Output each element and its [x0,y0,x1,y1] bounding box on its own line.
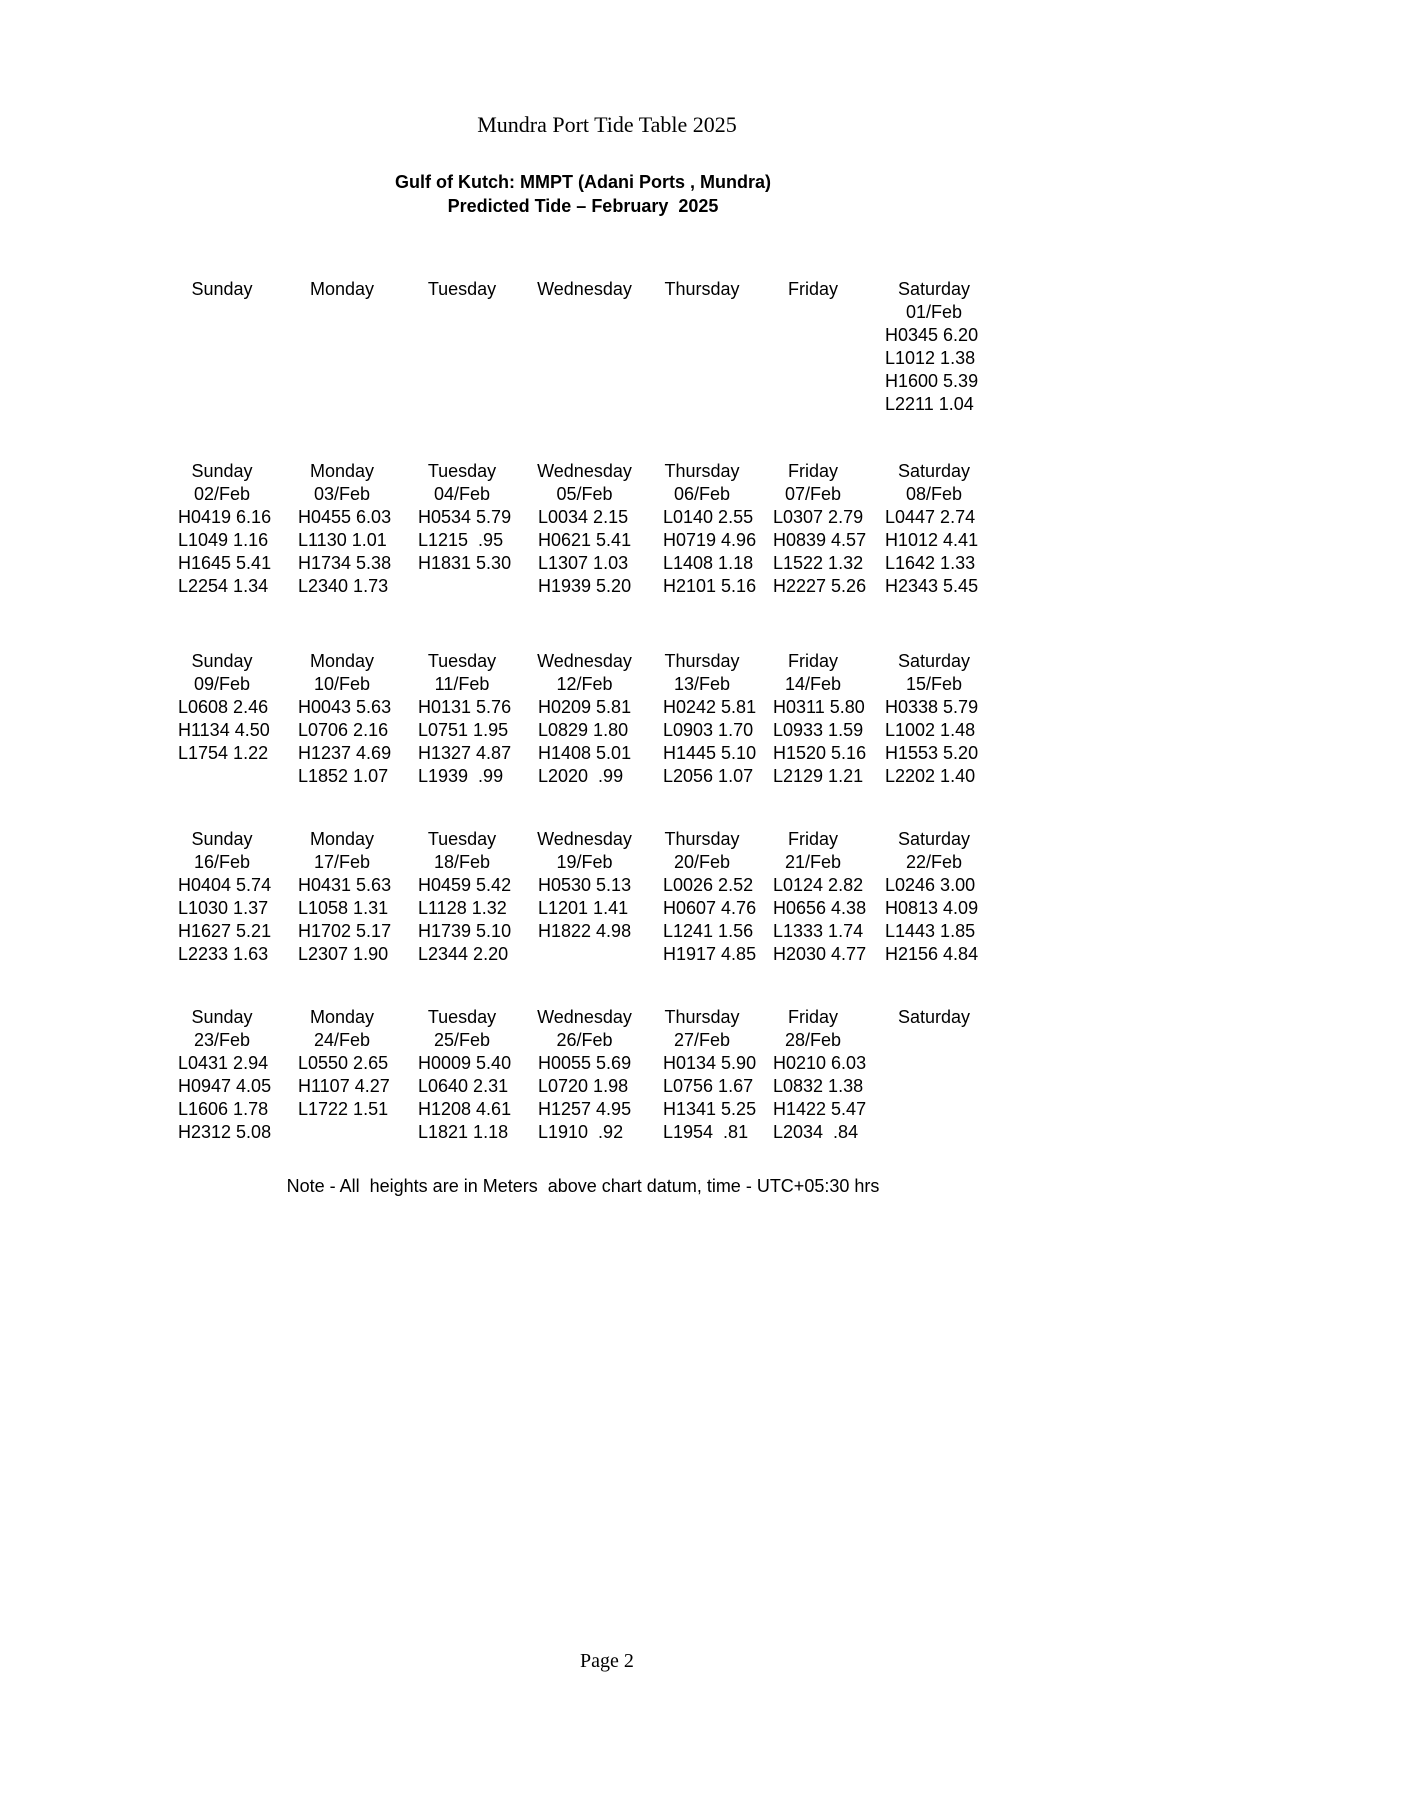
tide-entry: L2056 1.07 [663,766,754,786]
tide-entry: H1822 4.98 [538,921,632,941]
tide-entry: H1208 4.61 [418,1099,512,1119]
date-label [647,301,757,324]
date-label: 14/Feb [784,674,842,694]
tide-entry: H1600 5.39 [885,371,979,391]
day-cell [522,650,647,788]
tide-entry: L0550 2.65 [298,1053,389,1073]
day-cell [282,650,402,788]
tide-entry: L1722 1.51 [298,1099,389,1119]
weekday-header: Thursday [664,829,740,849]
weekday-header: Friday [787,461,838,481]
tide-entry: H0404 5.74 [178,875,272,895]
day-cell [869,1006,999,1144]
weekday-header: Sunday [191,279,253,299]
weekday-header: Wednesday [537,461,632,481]
tide-entry: L1030 1.37 [178,898,269,918]
weekday-header: Sunday [191,461,253,481]
date-label [522,301,647,324]
tide-entry: L2129 1.21 [773,766,864,786]
tide-entry: L2211 1.04 [885,394,974,414]
tide-entry: L2307 1.90 [298,944,389,964]
tide-entry: H1341 5.25 [663,1099,757,1119]
weekday-header: Tuesday [427,461,497,481]
day-cell [757,1006,869,1144]
date-label: 01/Feb [905,302,963,322]
tide-table [162,278,1007,1184]
day-cell [402,1006,522,1144]
date-label: 24/Feb [313,1030,371,1050]
weekday-header: Tuesday [427,651,497,671]
tide-entry: H0621 5.41 [538,530,632,550]
tide-entry: L1606 1.78 [178,1099,269,1119]
tide-entry: L1128 1.32 [418,898,507,918]
date-label: 26/Feb [556,1030,613,1050]
weekday-header: Wednesday [537,829,632,849]
weekday-header: Friday [787,1007,838,1027]
tide-entry: L0903 1.70 [663,720,754,740]
tide-entry: L1754 1.22 [178,743,269,763]
tide-entry: L0608 2.46 [178,697,269,717]
tide-entry: H0459 5.42 [418,875,512,895]
tide-entry: L1954 .81 [663,1122,749,1142]
day-cell [647,650,757,788]
tide-entry: L2344 2.20 [418,944,509,964]
day-cell [647,460,757,598]
day-cell [757,278,869,416]
tide-entry: H1012 4.41 [885,530,979,550]
day-cell [647,278,757,416]
day-cell [522,278,647,416]
tide-entry: H0455 6.03 [298,507,392,527]
tide-entry: H1445 5.10 [663,743,757,763]
date-label: 19/Feb [556,852,613,872]
day-cell [402,650,522,788]
tide-entry: H2343 5.45 [885,576,979,596]
tide-entry: L0124 2.82 [773,875,864,895]
weekday-header: Sunday [191,1007,253,1027]
weekday-header: Wednesday [537,651,632,671]
weekday-header: Thursday [664,651,740,671]
tide-entry: H1107 4.27 [298,1076,390,1096]
tide-entry: L0640 2.31 [418,1076,509,1096]
heading-month-line: Predicted Tide – February 2025 [447,196,719,216]
tide-entry: H0134 5.90 [663,1053,757,1073]
tide-entry: H0839 4.57 [773,530,867,550]
day-cell [869,828,999,966]
weekday-header: Monday [309,279,375,299]
tide-entry: H2156 4.84 [885,944,979,964]
tide-entry: H0009 5.40 [418,1053,512,1073]
tide-entry: L1058 1.31 [298,898,389,918]
tide-entry: L2340 1.73 [298,576,389,596]
date-label: 10/Feb [313,674,371,694]
heading-port-line: Gulf of Kutch: MMPT (Adani Ports , Mundra) [395,172,771,192]
week-block [162,278,1007,416]
day-cell [522,460,647,598]
day-cell [647,828,757,966]
week-block [162,460,1007,598]
day-cell [162,278,282,416]
tide-entry: L1002 1.48 [885,720,976,740]
weekday-header: Thursday [664,461,740,481]
tide-entry: H1831 5.30 [418,553,512,573]
tide-entry: H2101 5.16 [663,576,757,596]
tide-entry: L0246 3.00 [885,875,976,895]
tide-entry: H1917 4.85 [663,944,757,964]
date-label: 25/Feb [433,1030,491,1050]
tide-entry: H1645 5.41 [178,553,272,573]
tide-entry: L0026 2.52 [663,875,754,895]
weekday-header: Tuesday [427,1007,497,1027]
weekday-header: Tuesday [427,279,497,299]
tide-entry: H1327 4.87 [418,743,512,763]
tide-entry: H0043 5.63 [298,697,392,717]
tide-entry: L1049 1.16 [178,530,269,550]
tide-entry: L0431 2.94 [178,1053,269,1073]
tide-entry: L1241 1.56 [663,921,754,941]
day-cell [162,460,282,598]
tide-entry: L0720 1.98 [538,1076,629,1096]
tide-entry: L1522 1.32 [773,553,864,573]
weekday-header: Saturday [897,1007,971,1027]
tide-entry: H0813 4.09 [885,898,979,918]
weekday-header: Monday [309,461,375,481]
weekday-header: Thursday [664,1007,740,1027]
day-cell [402,460,522,598]
tide-entry: H0242 5.81 [663,697,757,717]
tide-entry: L0756 1.67 [663,1076,754,1096]
week-block [162,828,1007,966]
day-cell [162,828,282,966]
weekday-header: Thursday [664,279,740,299]
date-label: 17/Feb [313,852,371,872]
tide-entry: H0607 4.76 [663,898,757,918]
tide-entry: L1201 1.41 [538,898,629,918]
tide-entry: L1852 1.07 [298,766,389,786]
tide-entry: H0338 5.79 [885,697,979,717]
tide-entry: H1422 5.47 [773,1099,867,1119]
date-label [282,301,402,324]
date-label: 16/Feb [193,852,251,872]
day-cell [162,650,282,788]
tide-entry: L2020 .99 [538,766,624,786]
tide-entry: H1702 5.17 [298,921,392,941]
day-cell [869,278,999,416]
date-label: 23/Feb [193,1030,251,1050]
tide-entry: L2254 1.34 [178,576,269,596]
weekday-header: Sunday [191,651,253,671]
date-label: 18/Feb [433,852,491,872]
tide-entry: L1821 1.18 [418,1122,509,1142]
tide-entry: H2227 5.26 [773,576,867,596]
tide-entry: L0307 2.79 [773,507,864,527]
date-label: 04/Feb [433,484,491,504]
tide-entry: H2030 4.77 [773,944,867,964]
weekday-header: Wednesday [537,1007,632,1027]
date-label: 08/Feb [905,484,963,504]
weekday-header: Saturday [897,461,971,481]
date-label: 07/Feb [784,484,842,504]
tide-entry: L0832 1.38 [773,1076,864,1096]
day-cell [522,1006,647,1144]
tide-entry: H0947 4.05 [178,1076,272,1096]
day-cell [402,828,522,966]
tide-entry: H1939 5.20 [538,576,632,596]
note-text: Note - All heights are in Meters above chart datum, time - UTC+05:30 hrs [286,1176,880,1196]
tide-entry: H1734 5.38 [298,553,392,573]
tide-entry: H0209 5.81 [538,697,632,717]
tide-entry: H2312 5.08 [178,1122,272,1142]
date-label: 02/Feb [193,484,251,504]
tide-entry: H1408 5.01 [538,743,632,763]
tide-entry: L1910 .92 [538,1122,624,1142]
day-cell [757,650,869,788]
weekday-header: Monday [309,651,375,671]
tide-entry: H1739 5.10 [418,921,512,941]
tide-entry: L1408 1.18 [663,553,754,573]
tide-entry: L1215 .95 [418,530,504,550]
day-cell [869,460,999,598]
tide-entry: H0131 5.76 [418,697,512,717]
date-label: 27/Feb [673,1030,731,1050]
tide-entry: L0829 1.80 [538,720,629,740]
date-label: 28/Feb [784,1030,842,1050]
weekday-header: Friday [787,829,838,849]
date-label: 09/Feb [193,674,251,694]
tide-entry: L0933 1.59 [773,720,864,740]
tide-entry: H0055 5.69 [538,1053,632,1073]
tide-entry: L0706 2.16 [298,720,389,740]
page-number: Page 2 [580,1650,634,1672]
weekday-header: Tuesday [427,829,497,849]
tide-entry: H1520 5.16 [773,743,867,763]
tide-entry: L2034 .84 [773,1122,859,1142]
date-label: 13/Feb [673,674,731,694]
tide-entry: L0447 2.74 [885,507,976,527]
document-heading [0,170,1166,218]
tide-entry: L1939 .99 [418,766,504,786]
date-label: 21/Feb [784,852,842,872]
tide-entry: L1307 1.03 [538,553,629,573]
tide-entry: H1553 5.20 [885,743,979,763]
date-label: 20/Feb [673,852,731,872]
tide-entry: H0534 5.79 [418,507,512,527]
weekday-header: Wednesday [537,279,632,299]
tide-entry: H1134 4.50 [178,720,270,740]
document-title: Mundra Port Tide Table 2025 [477,112,737,137]
tide-entry: L1443 1.85 [885,921,976,941]
tide-entry: L0751 1.95 [418,720,509,740]
tide-entry: H0656 4.38 [773,898,867,918]
tide-entry: L0140 2.55 [663,507,754,527]
date-label [162,301,282,324]
tide-entry: L1642 1.33 [885,553,976,573]
weekday-header: Saturday [897,829,971,849]
tide-entry: H0210 6.03 [773,1053,867,1073]
tide-entry: H0419 6.16 [178,507,272,527]
day-cell [282,460,402,598]
date-label [757,301,869,324]
tide-entry: H0719 4.96 [663,530,757,550]
day-cell [282,828,402,966]
week-block [162,1006,1007,1144]
date-label: 22/Feb [905,852,963,872]
weekday-header: Friday [787,279,838,299]
tide-entry: L1012 1.38 [885,348,976,368]
date-label: 12/Feb [556,674,613,694]
date-label [402,301,522,324]
date-label: 06/Feb [673,484,731,504]
weekday-header: Sunday [191,829,253,849]
weekday-header: Saturday [897,279,971,299]
weekday-header: Saturday [897,651,971,671]
date-label: 15/Feb [905,674,963,694]
date-label: 03/Feb [313,484,371,504]
tide-entry: H1237 4.69 [298,743,392,763]
tide-entry: L2202 1.40 [885,766,976,786]
weekday-header: Monday [309,829,375,849]
tide-entry: H1257 4.95 [538,1099,632,1119]
tide-entry: H0311 5.80 [773,697,865,717]
day-cell [282,1006,402,1144]
weekday-header: Friday [787,651,838,671]
day-cell [402,278,522,416]
tide-entry: L2233 1.63 [178,944,269,964]
weekday-header: Monday [309,1007,375,1027]
day-cell [162,1006,282,1144]
tide-entry: L1130 1.01 [298,530,387,550]
day-cell [757,460,869,598]
tide-entry: H0345 6.20 [885,325,979,345]
date-label [869,1029,999,1052]
tide-entry: L1333 1.74 [773,921,864,941]
day-cell [869,650,999,788]
tide-entry: H0530 5.13 [538,875,632,895]
tide-entry: L0034 2.15 [538,507,629,527]
day-cell [647,1006,757,1144]
tide-entry: H1627 5.21 [178,921,272,941]
tide-entry: H0431 5.63 [298,875,392,895]
date-label: 05/Feb [556,484,613,504]
date-label: 11/Feb [434,674,490,694]
day-cell [282,278,402,416]
day-cell [522,828,647,966]
day-cell [757,828,869,966]
week-block [162,650,1007,788]
